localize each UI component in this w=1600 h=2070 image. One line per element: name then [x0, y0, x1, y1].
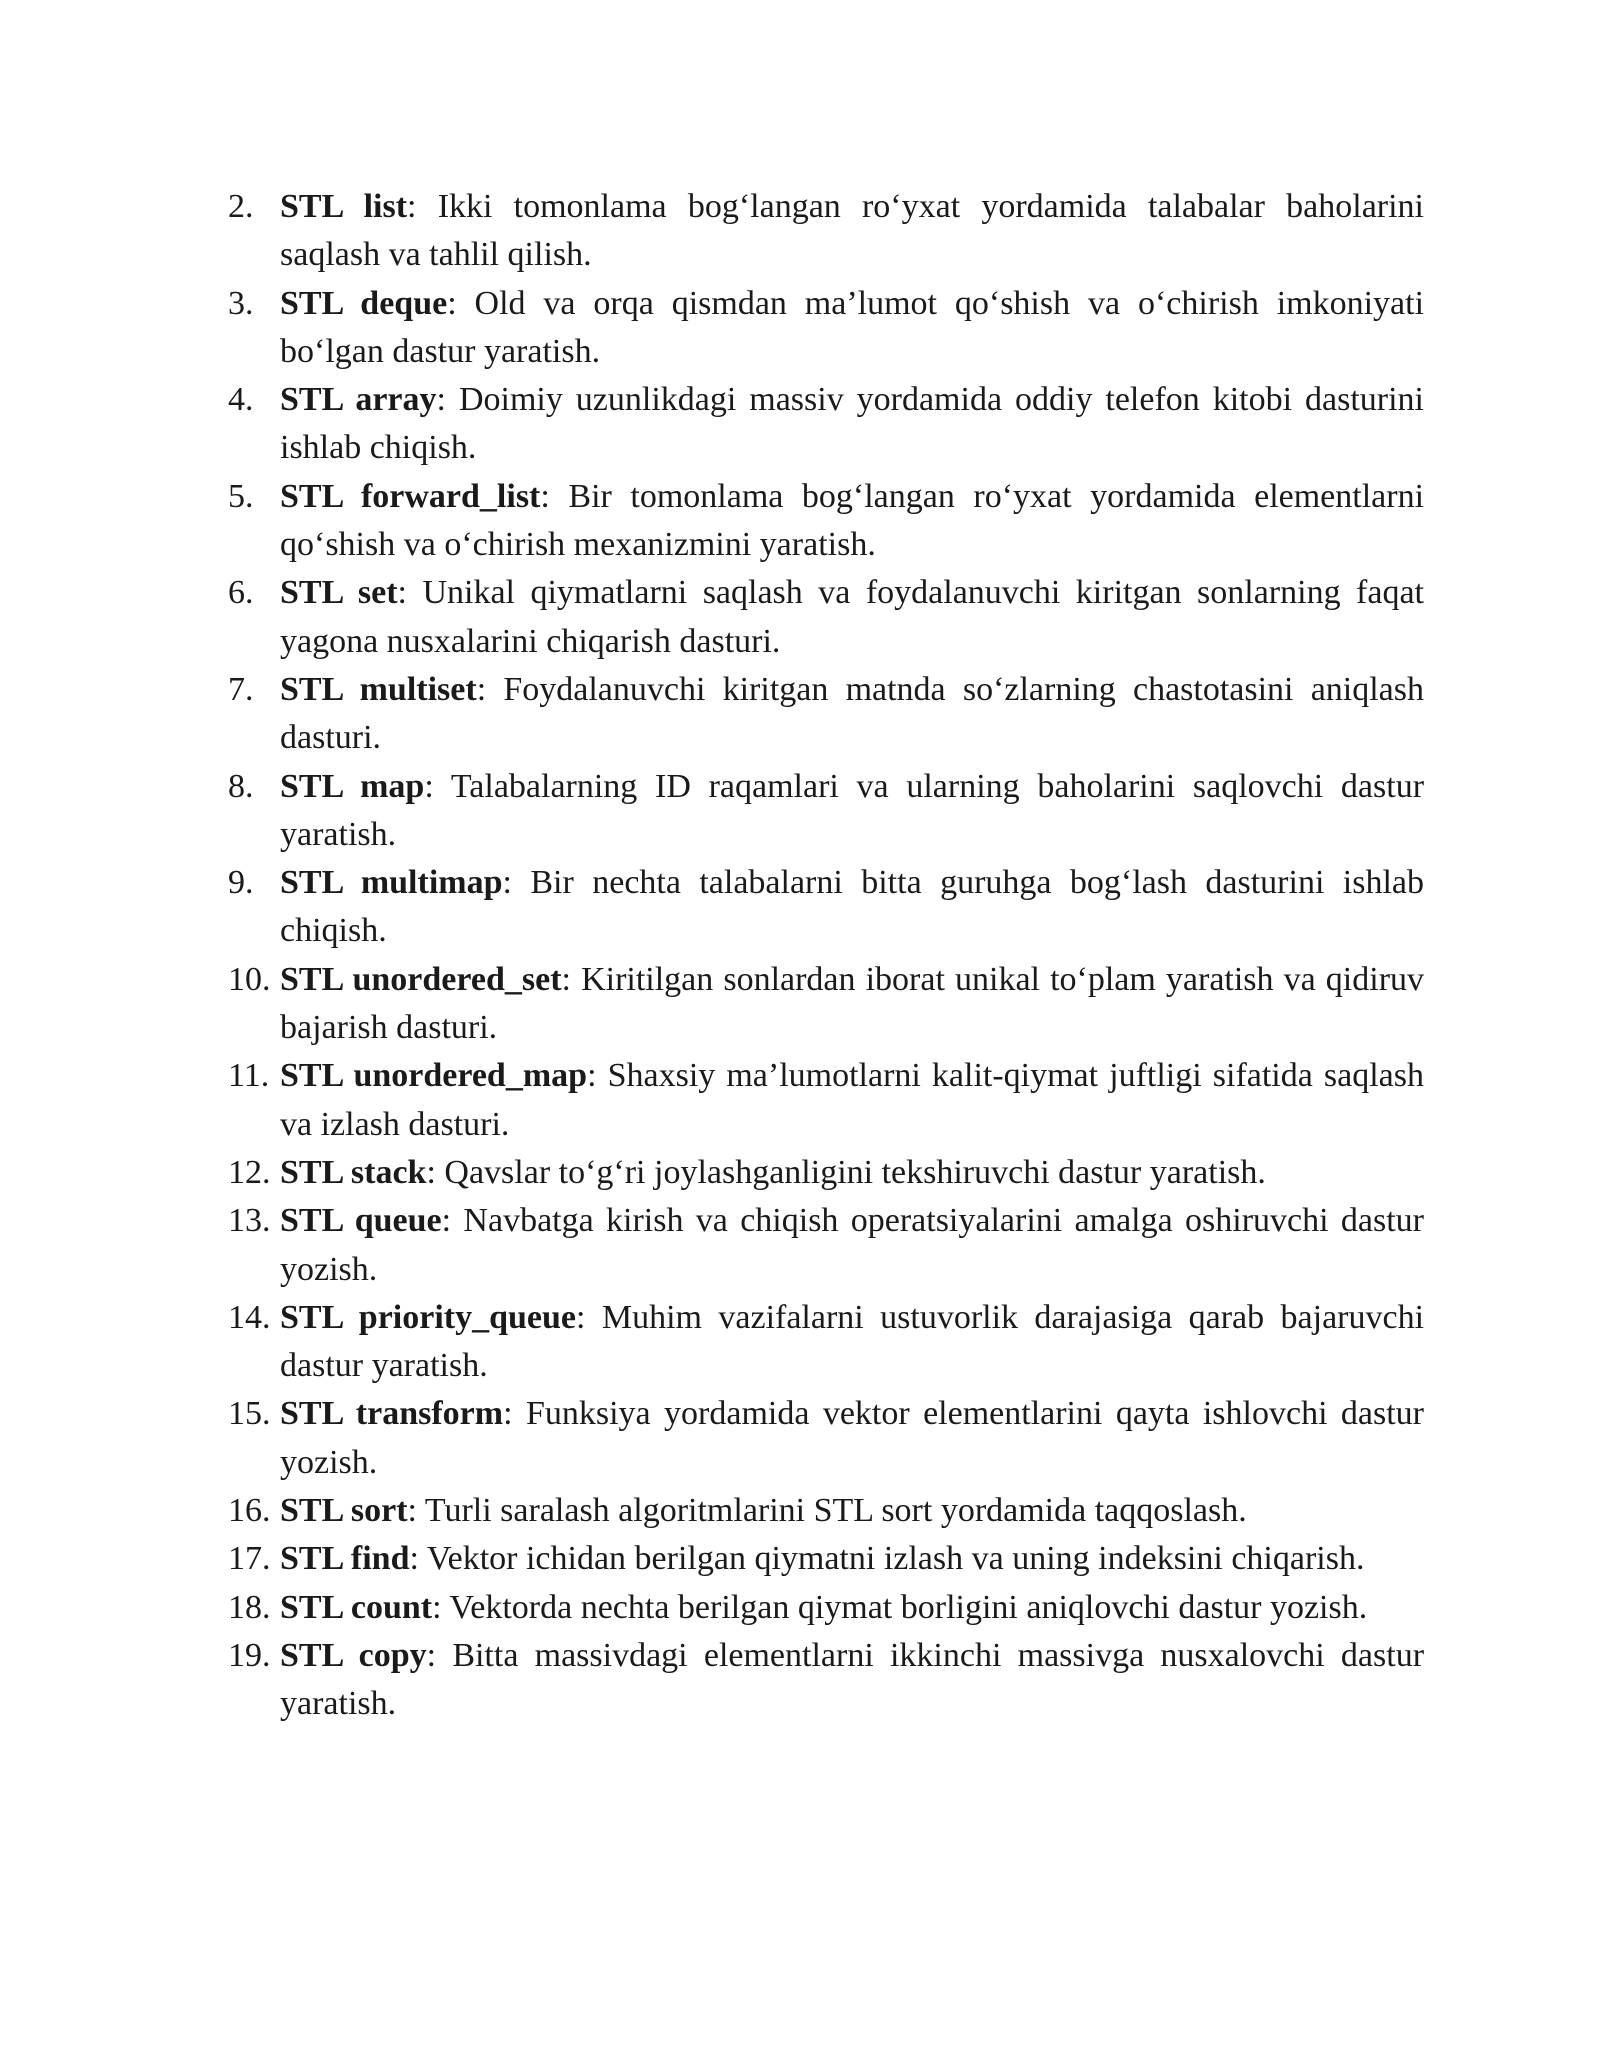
- item-title: [280, 285, 447, 322]
- item-separator: :: [476, 670, 487, 708]
- item-description: Ikki tomonlama bog‘langan ro‘yxat yordamida talabalar baholarini saqlash va tahlil qilish.: [280, 188, 1425, 274]
- item-separator: :: [426, 1153, 436, 1191]
- item-separator: :: [407, 188, 417, 225]
- list-item: [228, 1535, 1424, 1583]
- item-description: Shaxsiy ma’lumotlarni kalit-qiymat juftligi sifatida saqlash va izlash dasturi.: [280, 1057, 1424, 1143]
- item-description: Bir nechta talabalarni bitta guruhga bog‘lash dasturini ishlab chiqish.: [280, 864, 1425, 950]
- list-item: [228, 1149, 1424, 1197]
- item-title-name: array: [355, 381, 437, 419]
- item-title: [280, 961, 562, 998]
- item-description: Bitta massivdagi elementlarni ikkinchi massivga nusxalovchi dastur yaratish.: [280, 1636, 1425, 1723]
- list-item: [228, 1197, 1424, 1294]
- item-title: [280, 1057, 587, 1094]
- item-description: Vektor ichidan berilgan qiymatni izlash va uning indeksini chiqarish.: [426, 1540, 1365, 1578]
- item-separator: :: [503, 1395, 513, 1433]
- item-separator: :: [561, 960, 571, 998]
- item-number: 14.: [228, 1298, 271, 1336]
- list-item: [228, 183, 1424, 280]
- item-title-prefix: STL: [280, 381, 343, 419]
- item-separator: :: [576, 1298, 586, 1336]
- item-description: Navbatga kirish va chiqish operatsiyalarini amalga oshiruvchi dastur yozish.: [280, 1202, 1424, 1288]
- item-separator: :: [587, 1057, 597, 1095]
- item-title: [280, 1202, 442, 1239]
- item-number: 4.: [228, 381, 254, 419]
- task-list: [228, 183, 1424, 1729]
- item-description: Qavslar to‘g‘ri joylashganligini tekshiruvchi dastur yaratish.: [444, 1153, 1266, 1191]
- item-title-prefix: STL: [280, 1395, 343, 1433]
- item-title-name: copy: [358, 1636, 427, 1674]
- item-number: 3.: [228, 284, 254, 322]
- item-title-prefix: STL: [280, 1636, 343, 1674]
- item-title-name: unordered_set: [352, 960, 562, 998]
- item-separator: :: [397, 574, 407, 612]
- item-title-name: forward_list: [360, 477, 541, 515]
- item-title: [280, 1540, 409, 1577]
- item-title-prefix: STL: [280, 1153, 343, 1191]
- item-title-prefix: STL: [280, 188, 343, 225]
- item-title: [280, 864, 503, 901]
- item-number: 11.: [228, 1057, 270, 1095]
- item-number: 10.: [228, 960, 271, 998]
- item-description: Foydalanuvchi kiritgan matnda so‘zlarning chastotasini aniqlash dasturi.: [280, 670, 1425, 757]
- item-description: Bir tomonlama bog‘langan ro‘yxat yordamida elementlarni qo‘shish va o‘chirish mexanizmini yaratish.: [280, 477, 1425, 564]
- item-number: 6.: [228, 574, 254, 612]
- item-title: [280, 1154, 426, 1191]
- item-number: 7.: [228, 670, 254, 708]
- item-title: [280, 671, 477, 708]
- item-description: Turli saralash algoritmlarini STL sort yordamida taqqoslash.: [424, 1492, 1247, 1530]
- item-title-name: multiset: [359, 670, 477, 708]
- item-title-name: multimap: [360, 864, 503, 902]
- item-title: [280, 1395, 503, 1432]
- item-number: 18.: [228, 1588, 271, 1626]
- item-separator: :: [502, 864, 512, 902]
- item-separator: :: [441, 1202, 452, 1240]
- list-item: [228, 1052, 1424, 1149]
- item-title-prefix: STL: [280, 767, 343, 805]
- item-title-prefix: STL: [280, 960, 343, 998]
- item-number: 2.: [228, 188, 254, 225]
- item-separator: :: [447, 284, 457, 322]
- list-item: [228, 376, 1424, 473]
- item-number: 12.: [228, 1153, 271, 1191]
- list-item: [228, 473, 1424, 570]
- item-title-name: unordered_map: [353, 1057, 588, 1095]
- item-title-prefix: STL: [280, 574, 343, 612]
- item-title: [280, 1589, 432, 1626]
- item-title-prefix: STL: [280, 670, 343, 708]
- item-description: Funksiya yordamida vektor elementlarini qayta ishlovchi dastur yozish.: [280, 1395, 1425, 1481]
- item-number: 16.: [228, 1492, 271, 1530]
- item-title-name: find: [350, 1540, 410, 1578]
- item-number: 5.: [228, 477, 254, 515]
- item-description: Old va orqa qismdan ma’lumot qo‘shish va o‘chirish imkoniyati bo‘lgan dastur yaratish.: [280, 284, 1425, 370]
- item-separator: :: [432, 1588, 442, 1626]
- list-item: [228, 1294, 1424, 1391]
- item-description: Vektorda nechta berilgan qiymat borligini aniqlovchi dastur yozish.: [449, 1588, 1368, 1626]
- item-description: Talabalarning ID raqamlari va ularning baholarini saqlovchi dastur yaratish.: [280, 767, 1425, 853]
- item-description: Kiritilgan sonlardan iborat unikal to‘plam yaratish va qidiruv bajarish dasturi.: [280, 960, 1425, 1047]
- item-title-prefix: STL: [280, 1057, 343, 1095]
- item-title: [280, 188, 407, 225]
- item-title-prefix: STL: [280, 1202, 343, 1240]
- item-title-name: queue: [354, 1202, 442, 1240]
- list-item: [228, 859, 1424, 956]
- list-item: [228, 569, 1424, 666]
- item-title-prefix: STL: [280, 284, 343, 322]
- item-title-name: priority_queue: [358, 1298, 577, 1336]
- list-item: [228, 280, 1424, 377]
- item-title-prefix: STL: [280, 477, 343, 515]
- item-title-name: list: [363, 188, 408, 225]
- item-number: 17.: [228, 1540, 271, 1578]
- item-number: 19.: [228, 1636, 271, 1674]
- item-separator: :: [426, 1636, 437, 1674]
- item-number: 13.: [228, 1202, 271, 1240]
- item-separator: :: [407, 1492, 417, 1530]
- item-title-prefix: STL: [280, 1492, 343, 1530]
- list-item: [228, 1390, 1424, 1487]
- item-title-name: count: [350, 1588, 433, 1626]
- list-item: [228, 1632, 1424, 1729]
- list-item: [228, 956, 1424, 1053]
- item-description: Doimiy uzunlikdagi massiv yordamida oddiy telefon kitobi dasturini ishlab chiqish.: [280, 381, 1425, 467]
- item-title-name: deque: [360, 284, 448, 322]
- item-title-name: transform: [355, 1395, 504, 1433]
- item-title-prefix: STL: [280, 864, 343, 902]
- item-separator: :: [540, 477, 550, 515]
- list-item: [228, 666, 1424, 763]
- item-title-name: map: [360, 767, 425, 805]
- item-title: [280, 381, 437, 418]
- item-number: 15.: [228, 1395, 271, 1433]
- item-title-prefix: STL: [280, 1540, 343, 1578]
- list-item: [228, 763, 1424, 860]
- item-description: Muhim vazifalarni ustuvorlik darajasiga qarab bajaruvchi dastur yaratish.: [280, 1298, 1425, 1385]
- item-separator: :: [436, 381, 446, 419]
- item-description: Unikal qiymatlarni saqlash va foydalanuvchi kiritgan sonlarning faqat yagona nusxalarini chiqarish dasturi.: [280, 574, 1425, 660]
- item-title: [280, 1299, 576, 1336]
- item-separator: :: [424, 767, 434, 805]
- item-title: [280, 478, 540, 515]
- item-title: [280, 1637, 427, 1674]
- item-separator: :: [409, 1540, 419, 1578]
- item-title-name: set: [357, 574, 398, 612]
- item-title: [280, 574, 398, 611]
- item-title: [280, 768, 424, 805]
- list-item: [228, 1487, 1424, 1535]
- item-title: [280, 1492, 408, 1529]
- item-title-prefix: STL: [280, 1588, 343, 1626]
- item-title-prefix: STL: [280, 1298, 343, 1336]
- item-number: 8.: [228, 767, 254, 805]
- list-item: [228, 1584, 1424, 1632]
- item-number: 9.: [228, 864, 254, 902]
- item-title-name: sort: [350, 1492, 408, 1530]
- item-title-name: stack: [350, 1153, 427, 1191]
